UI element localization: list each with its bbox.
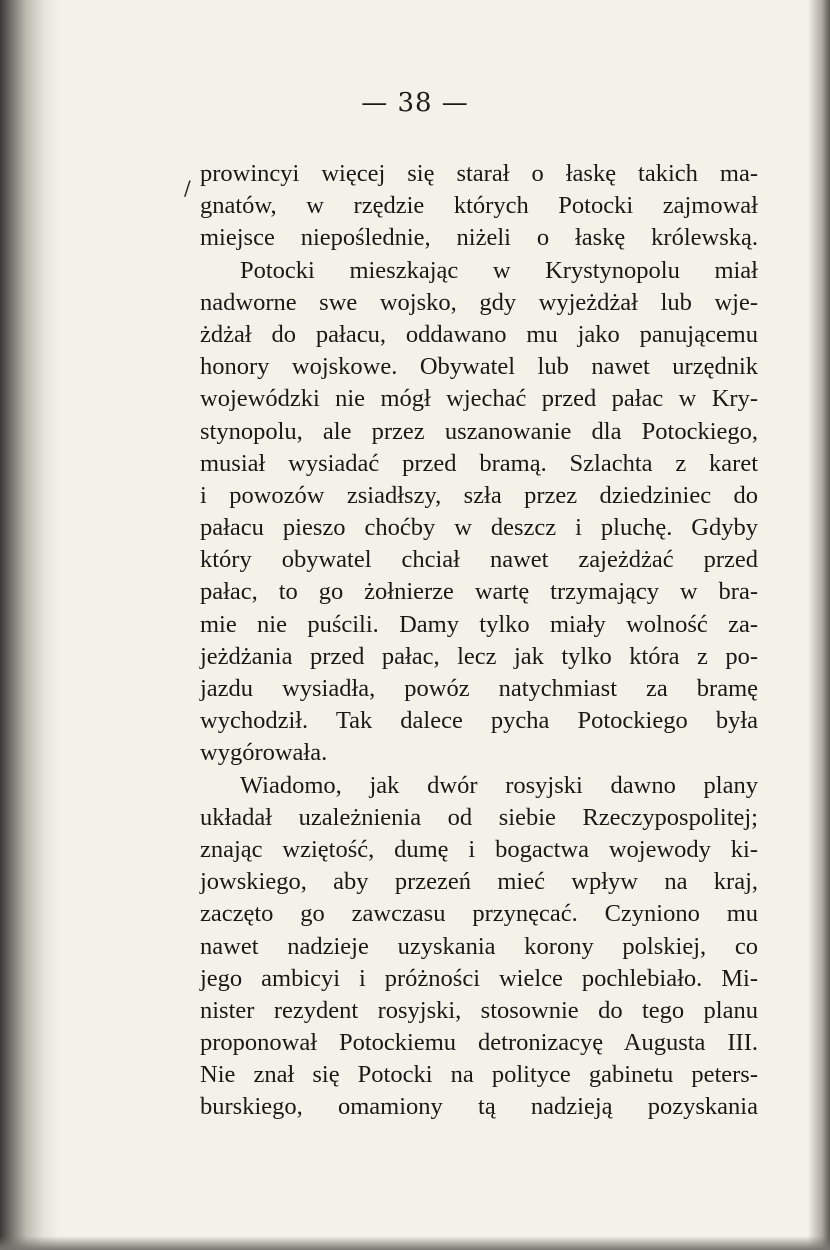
text-line: burskiego, omamiony tą nadzieją pozyskania [200,1093,758,1121]
text-line: znając wziętość, dumę i bogactwa wojewody ki- [200,835,758,863]
text-line: jowskiego, aby przezeń mieć wpływ na kraj, [200,868,758,896]
text-line: jeżdżania przed pałac, lecz jak tylko która z po- [200,642,758,670]
paragraph-start-line: Potocki mieszkając w Krystynopolu miał [240,256,758,284]
text-line: musiał wysiadać przed bramą. Szlachta z karet [200,449,758,477]
text-line: wychodził. Tak dalece pycha Potockiego była [200,707,758,735]
text-line: miejsce niepoślednie, niżeli o łaskę królewską. [200,224,758,252]
text-line: żdżał do pałacu, oddawano mu jako panującemu [200,320,758,348]
page-edge-right [808,0,830,1250]
paragraph-end-line: wygórowała. [200,739,328,767]
text-line: zaczęto go zawczasu przynęcać. Czyniono mu [200,900,758,928]
text-line: prowincyi więcej się starał o łaskę takich ma- [200,160,758,187]
text-line: gnatów, w rzędzie których Potocki zajmował [200,192,758,220]
text-line: i powozów zsiadłszy, szła przez dziedziniec do [200,481,758,509]
text-line: stynopolu, ale przez uszanowanie dla Potockiego, [200,417,758,445]
page-edge-bottom [0,1236,830,1250]
text-line: pałac, to go żołnierze wartę trzymający w bra- [200,578,758,606]
binding-shadow-left [0,0,58,1250]
text-line: jazdu wysiadła, powóz natychmiast za bramę [200,675,758,702]
paragraph-start-line: Wiadomo, jak dwór rosyjski dawno plany [240,771,758,799]
text-line: nadworne swe wojsko, gdy wyjeżdżał lub wje- [200,288,758,316]
text-line: mie nie puścili. Damy tylko miały wolność za- [200,610,758,638]
text-line: Nie znał się Potocki na polityce gabinetu peters- [200,1061,758,1089]
margin-mark: / [184,176,191,200]
body-text [200,158,758,1124]
text-line: nister rezydent rosyjski, stosownie do tego planu [200,996,758,1024]
text-line: honory wojskowe. Obywatel lub nawet urzędnik [200,353,758,381]
text-line: pałacu pieszo choćby w deszcz i pluchę. Gdyby [200,514,758,542]
text-line: proponował Potockiemu detronizacyę Augusta III. [200,1029,758,1057]
text-line: układał uzależnienia od siebie Rzeczypospolitej; [200,803,758,831]
text-line: wojewódzki nie mógł wjechać przed pałac w Kry- [200,385,758,413]
page-number: — 38 — [361,88,469,118]
text-line: który obywatel chciał nawet zajeżdżać przed [200,546,758,574]
text-line: nawet nadzieje uzyskania korony polskiej, co [200,932,758,960]
text-line: jego ambicyi i próżności wielce pochlebiało. Mi- [200,964,758,992]
